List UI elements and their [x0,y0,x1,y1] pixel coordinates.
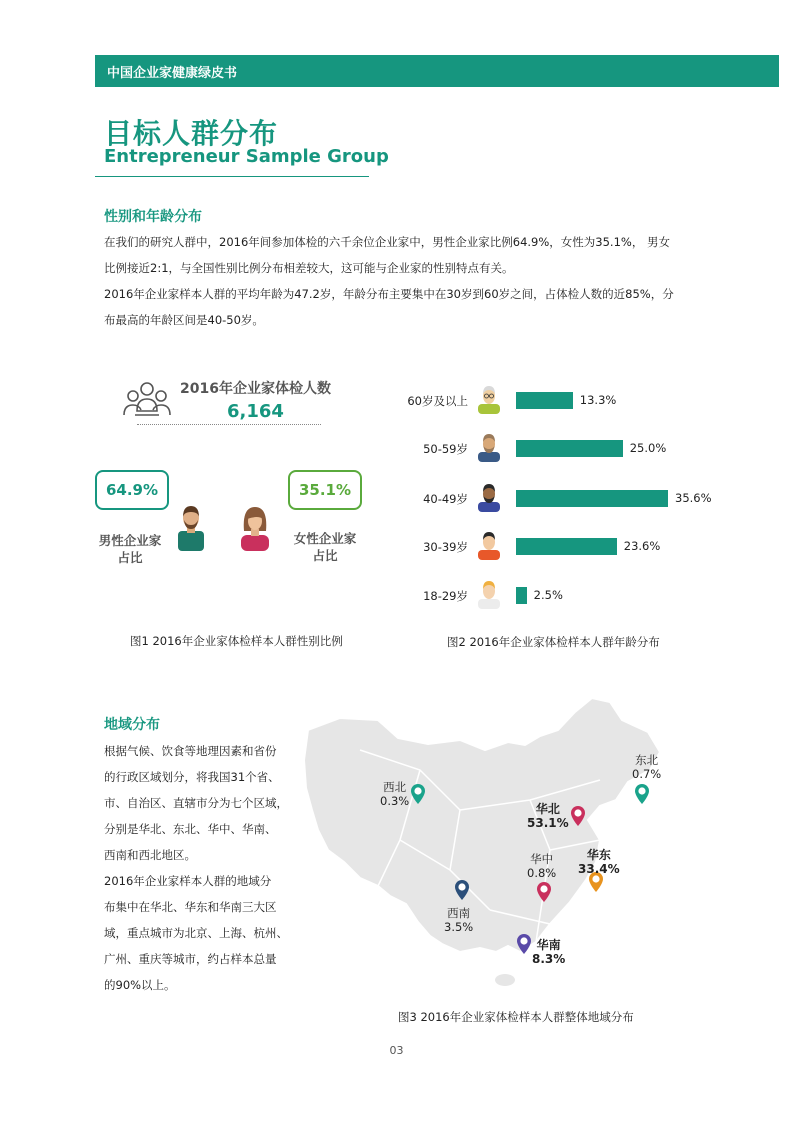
age-bar [516,490,668,507]
age-avatar-icon [474,530,504,560]
female-label-line: 女性企业家 [293,531,357,546]
region-name: 华南 [536,938,561,952]
age-value-label: 35.6% [675,491,712,505]
age-bar [516,587,527,604]
map-pin-icon [454,879,470,901]
count-divider [137,424,321,425]
map-pin-icon [516,933,532,955]
paragraph-line: 域，重点城市为北京、上海、杭州、 [104,926,288,940]
paragraph-line: 比例接近2:1，与全国性别比例分布相差较大，这可能与企业家的性别特点有关。 [104,261,514,275]
region-label [527,802,569,830]
region-name: 西南 [447,906,471,920]
paragraph-line: 布集中在华北、华东和华南三大区 [104,900,277,914]
region-value: 33.4% [578,862,620,876]
region-value: 53.1% [527,816,569,830]
paragraph-line: 在我们的研究人群中，2016年间参加体检的六千余位企业家中，男性企业家比例64.9%，女性为35.1%， 男女 [104,235,670,249]
header-bar [95,55,779,87]
paragraph-line: 西南和西北地区。 [104,848,196,862]
female-label [285,530,365,564]
age-value-label: 2.5% [533,588,563,602]
age-category-label: 50-59岁 [423,442,468,456]
map-pin-icon [570,805,586,827]
age-category-label: 30-39岁 [423,540,468,554]
region-label [532,938,565,966]
region-label [380,780,409,808]
male-label [90,532,170,566]
age-bar [516,392,573,409]
age-value-label: 25.0% [629,441,667,455]
checkup-count-value: 6,164 [227,401,284,422]
paragraph-line: 的90%以上。 [104,978,176,992]
age-avatar-icon [474,482,504,512]
region-name: 华东 [586,848,611,862]
page-title: 目标人群分布 [104,117,279,150]
region-value: 0.8% [527,866,557,880]
paragraph-line: 市、自治区、直辖市分为七个区域， [104,796,288,810]
region-value: 3.5% [444,920,474,934]
paragraph-line: 广州、重庆等城市，约占样本总量 [104,952,277,966]
region-heading: 地域分布 [104,717,160,733]
paragraph-line: 布最高的年龄区间是40-50岁。 [104,313,264,327]
paragraph-line: 2016年企业家样本人群的地域分 [104,874,272,888]
gender-age-heading: 性别和年龄分布 [104,209,202,225]
region-label [444,906,473,934]
paragraph-line: 的行政区域划分，将我国31个省、 [104,770,280,784]
region-name: 华中 [530,852,554,866]
gender-age-paragraph [104,229,704,333]
map-pin-icon [410,783,426,805]
paragraph-line: 根据气候、饮食等地理因素和省份 [104,744,277,758]
age-category-label: 40-49岁 [423,492,468,506]
male-avatar-icon [174,503,208,551]
title-divider [95,176,369,177]
header-title: 中国企业家健康绿皮书 [107,66,238,81]
age-avatar-icon [474,432,504,462]
age-bar [516,440,623,457]
age-bar [516,538,617,555]
checkup-count-label: 2016年企业家体检人数 [180,381,331,397]
people-group-icon [122,381,172,419]
female-percentage: 35.1% [288,470,362,510]
figure3-caption: 图3 2016年企业家体检样本人群整体地域分布 [398,1010,634,1024]
paragraph-line: 2016年企业家样本人群的平均年龄为47.2岁，年龄分布主要集中在30岁到60岁之间，占体检人数的近85%，分 [104,287,674,301]
region-value: 0.7% [632,767,662,781]
region-value: 8.3% [532,952,566,966]
map-pin-icon [536,881,552,903]
region-label [632,753,661,781]
region-paragraph [104,738,304,998]
region-name: 华北 [535,802,560,816]
china-map [300,690,690,990]
region-label [578,848,620,876]
age-category-label: 60岁及以上 [407,394,468,408]
female-avatar-icon [238,505,272,551]
region-label [527,852,556,880]
figure2-caption: 图2 2016年企业家体检样本人群年龄分布 [447,635,660,649]
region-name: 西北 [383,780,407,794]
age-avatar-icon [474,384,504,414]
male-percentage: 64.9% [95,470,169,510]
male-label-line: 占比 [117,550,143,565]
age-avatar-icon [474,579,504,609]
age-category-label: 18-29岁 [423,589,468,603]
age-value-label: 23.6% [623,539,661,553]
female-label-line: 占比 [312,548,338,563]
male-label-line: 男性企业家 [98,533,162,548]
age-value-label: 13.3% [579,393,617,407]
paragraph-line: 分别是华北、东北、华中、华南、 [104,822,277,836]
page-number: 03 [389,1044,404,1057]
map-pin-icon [634,783,650,805]
region-value: 0.3% [380,794,410,808]
region-name: 东北 [635,753,659,767]
page-subtitle: Entrepreneur Sample Group [104,146,389,167]
figure1-caption: 图1 2016年企业家体检样本人群性别比例 [130,634,343,648]
